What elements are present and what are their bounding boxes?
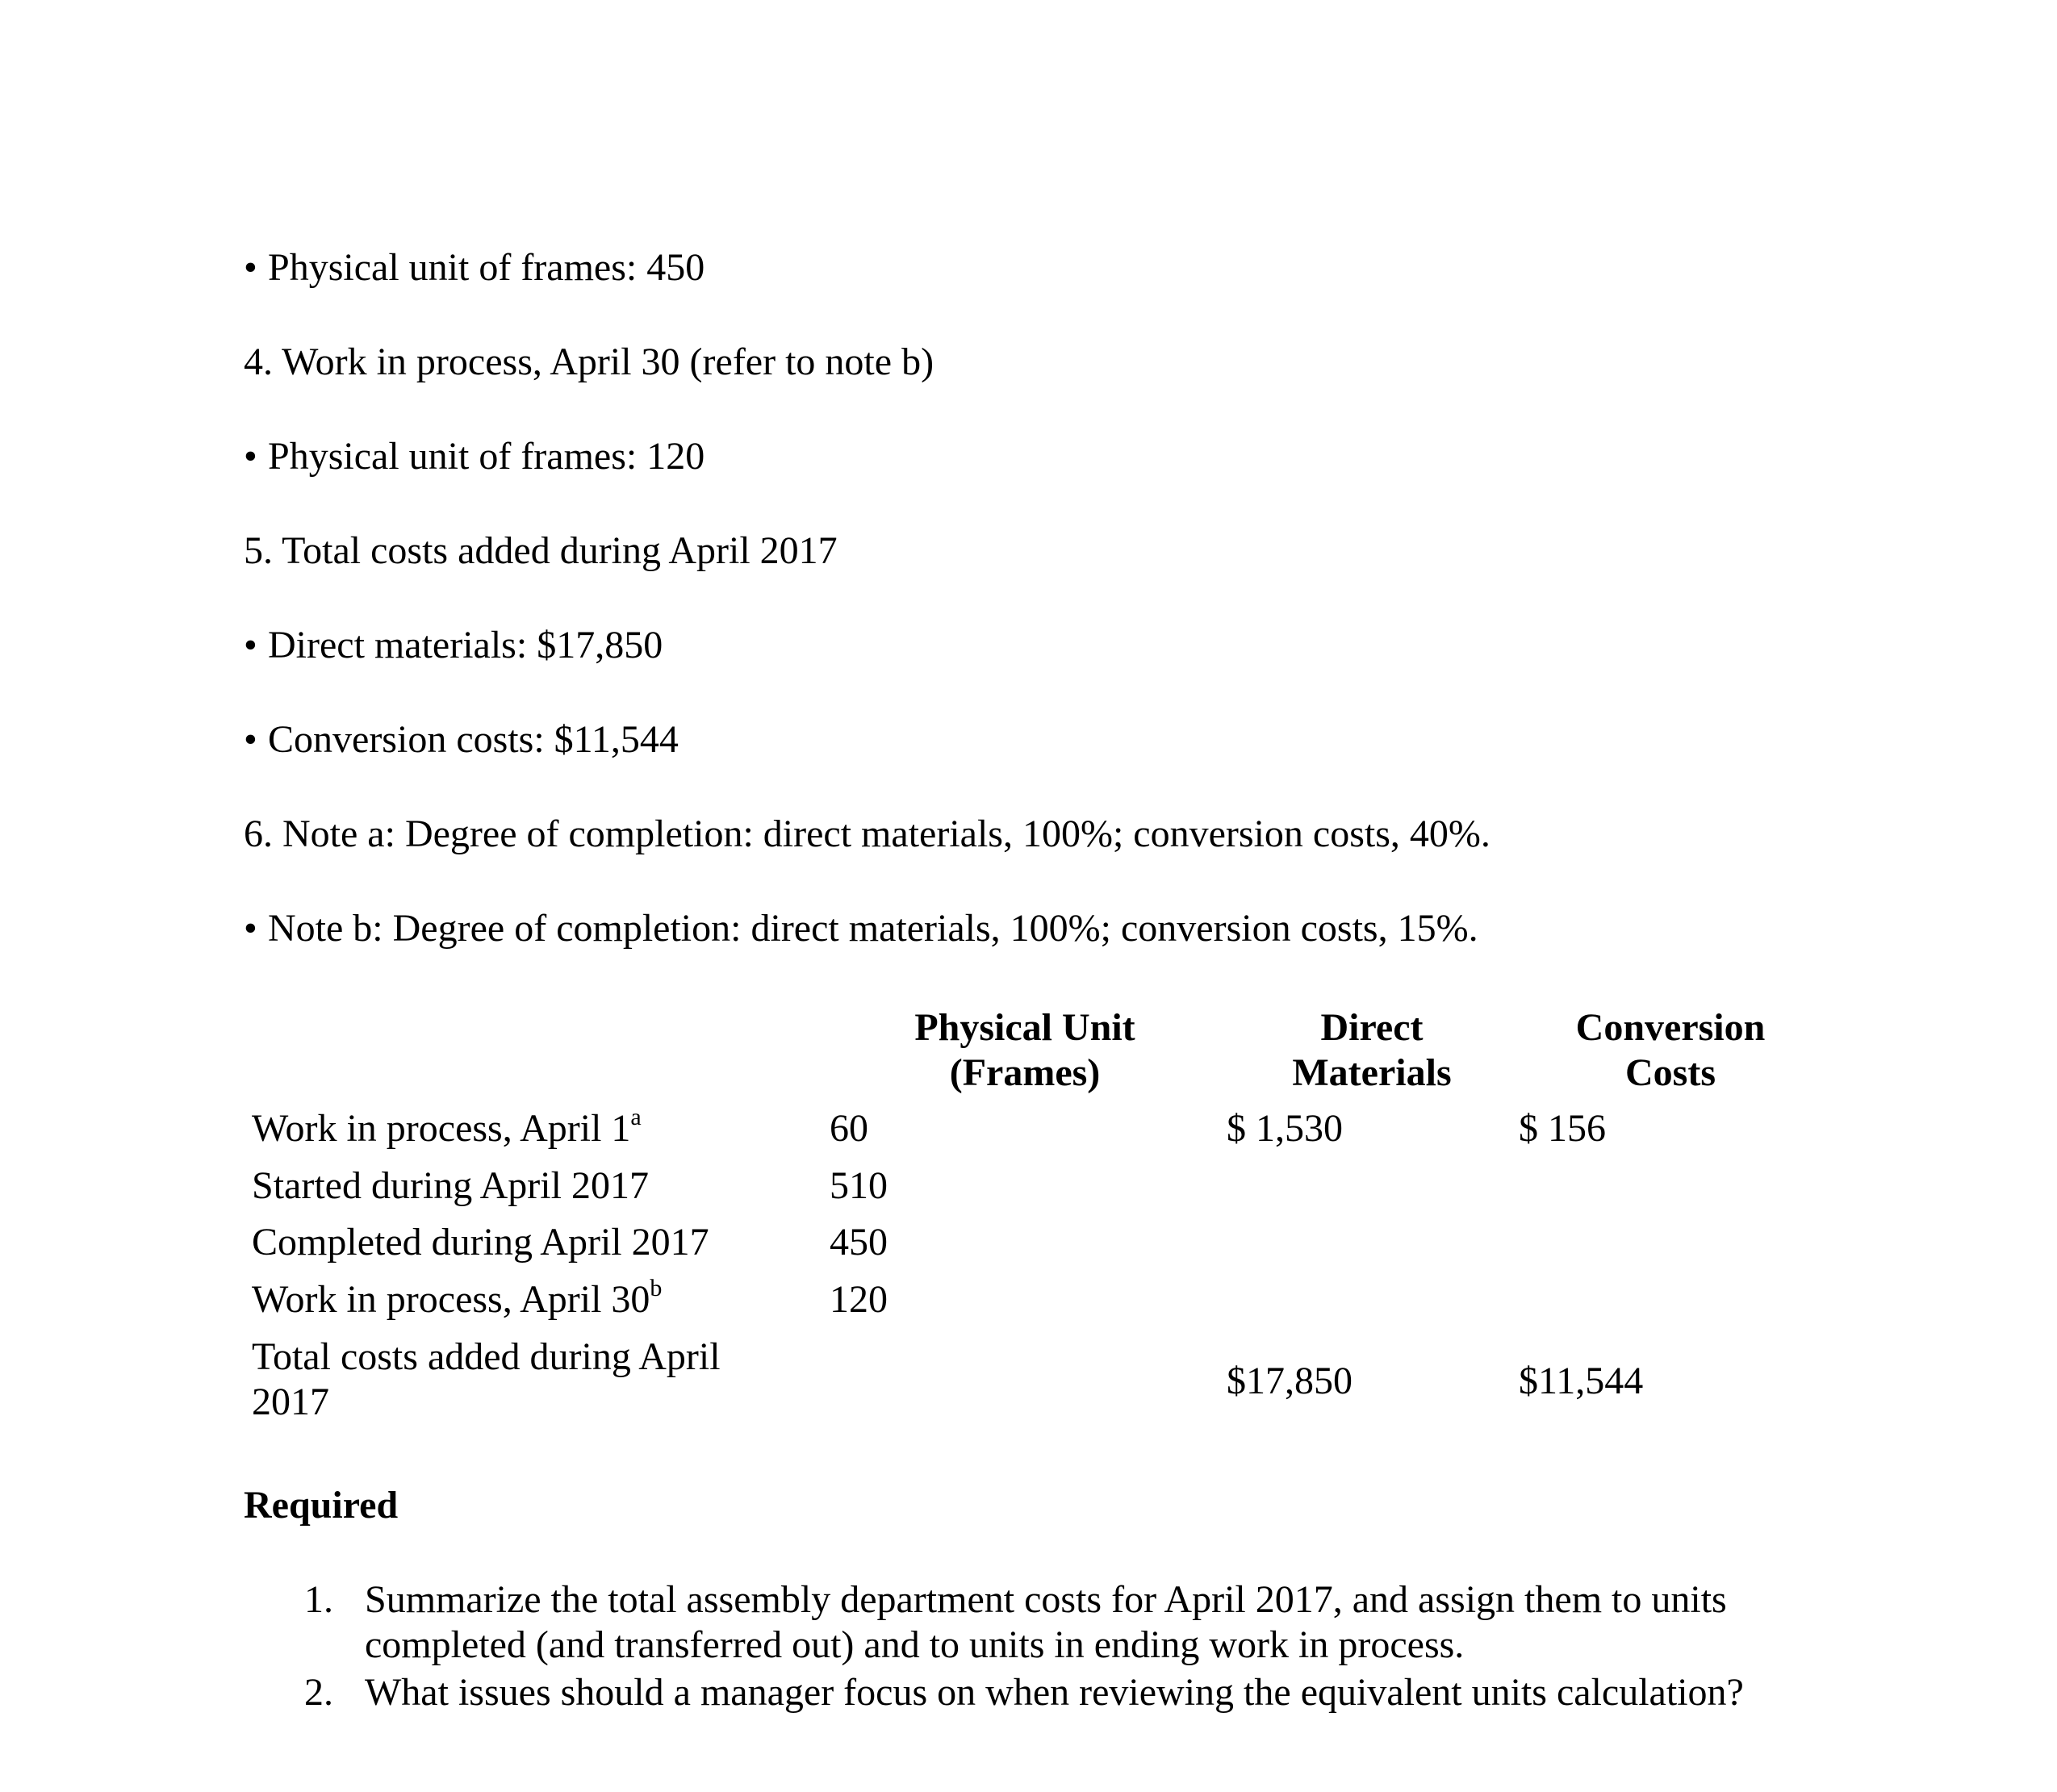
table-total-direct-materials: $17,850 — [1227, 1360, 1353, 1402]
header-physical-units-line1: Physical Unit — [914, 1006, 1135, 1049]
list-line-text: Direct materials: $17,850 — [268, 624, 663, 666]
footnote-marker: a — [630, 1104, 642, 1130]
header-direct-materials — [1243, 1005, 1501, 1096]
required-item-text: Summarize the total assembly department costs for April 2017, and assign them to units completed (and transferred out) and to units in ending work in process. — [365, 1578, 1727, 1666]
required-item-number: 2. — [304, 1671, 333, 1714]
header-physical-units-line2: (Frames) — [949, 1051, 1101, 1094]
bullet-glyph: • — [244, 246, 257, 289]
list-line — [244, 717, 679, 762]
header-direct-materials-line2: Materials — [1292, 1051, 1452, 1094]
table-row-label: Completed during April 2017 — [252, 1221, 709, 1264]
list-line-text: Physical unit of frames: 120 — [268, 435, 705, 478]
list-line — [244, 245, 704, 290]
table-cell-direct-materials: $ 1,530 — [1227, 1107, 1343, 1150]
required-heading: Required — [244, 1484, 399, 1527]
bullet-glyph: • — [244, 624, 257, 666]
footnote-marker: b — [650, 1275, 663, 1301]
list-line-text: 6. Note a: Degree of completion: direct materials, 100%; conversion costs, 40%. — [244, 812, 1490, 855]
table-cell-units: 510 — [830, 1164, 888, 1207]
list-line — [244, 340, 934, 385]
header-conversion-costs-line1: Conversion — [1575, 1006, 1766, 1049]
table-total-conversion-costs: $11,544 — [1519, 1360, 1644, 1402]
list-line — [244, 528, 838, 574]
required-item-number: 1. — [304, 1578, 333, 1621]
list-line-text: Physical unit of frames: 450 — [268, 246, 705, 289]
table-row-label: Work in process, April 1$^a$ — [252, 1104, 642, 1150]
header-physical-units — [888, 1005, 1162, 1096]
table-row-label: Work in process, April 30$^b$ — [252, 1275, 663, 1321]
list-line — [244, 623, 663, 668]
table-cell-conversion-costs: $ 156 — [1519, 1107, 1606, 1150]
list-line — [244, 906, 1478, 951]
bullet-glyph: • — [244, 435, 257, 478]
list-line-text: Note b: Degree of completion: direct materials, 100%; conversion costs, 15%. — [268, 907, 1478, 950]
table-total-label-line2: 2017 — [252, 1381, 329, 1423]
list-line-text: 4. Work in process, April 30 (refer to note b) — [244, 340, 934, 383]
table-cell-units: 60 — [830, 1107, 868, 1150]
list-line-text: 5. Total costs added during April 2017 — [244, 529, 838, 572]
table-cell-units: 450 — [830, 1221, 888, 1264]
table-total-label-line1: Total costs added during April — [252, 1335, 721, 1378]
list-line — [244, 434, 704, 479]
table-total-label — [252, 1335, 721, 1425]
header-direct-materials-line1: Direct — [1320, 1006, 1424, 1049]
bullet-glyph: • — [244, 907, 257, 950]
header-conversion-costs-line2: Costs — [1624, 1051, 1716, 1094]
list-line-text: Conversion costs: $11,544 — [268, 718, 679, 761]
list-line — [244, 812, 1490, 857]
table-row-label: Started during April 2017 — [252, 1164, 649, 1207]
header-conversion-costs — [1533, 1005, 1808, 1096]
table-cell-units: 120 — [830, 1278, 888, 1321]
required-item-text: What issues should a manager focus on when reviewing the equivalent units calculation? — [365, 1671, 1744, 1714]
bullet-glyph: • — [244, 718, 257, 761]
